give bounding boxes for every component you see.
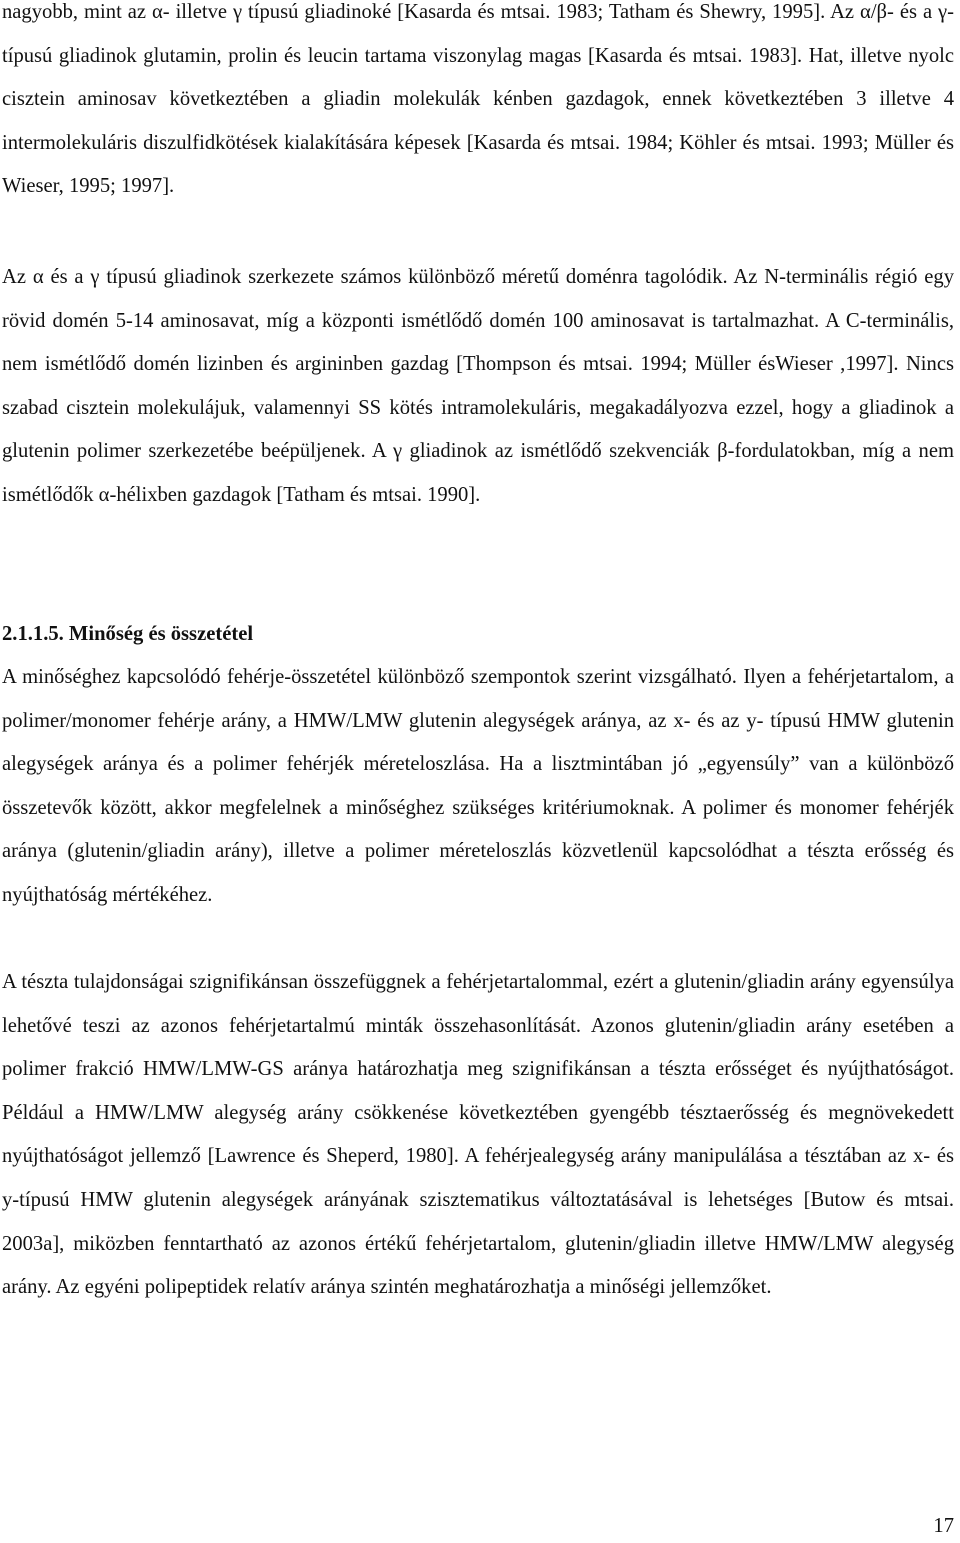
paragraph-gliadin-structure: Az α és a γ típusú gliadinok szerkezete számos különböző méretű doménra tagolódik. Az N-terminális régió egy rövid domén 5-14 aminosavat, míg a központi ismétlődő domén 100 aminosavat is tartalmazhat. A C-terminális, nem ismétlődő domén lizinben és argininben gazdag [Thompson és mtsai. 1994; Müller ésWieser ,1997]. Nincs szabad cisztein molekulájuk, valamennyi SS kötés intramolekuláris, megakadályozva ezzel, hogy a gliadinok a glutenin polimer szerkezetébe beépüljenek. A γ gliadinok az ismétlődő szekvenciák β-fordulatokban, míg a nem ismétlődők α-hélixben gazdagok [Tatham és mtsai. 1990]. xyxy=(2,266,954,506)
page-number: 17 xyxy=(933,1515,954,1537)
paragraph-dough-properties: A tészta tulajdonságai szignifikánsan összefüggnek a fehérjetartalommal, ezért a glutenin/gliadin arány egyensúlya lehetővé teszi az azonos fehérjetartalmú minták összehasonlítását. Azonos glutenin/gliadin arány esetében a polimer frakció HMW/LMW-GS aránya határozhatja meg szignifikánsan a tészta erősséget és nyújthatóságot. Például a HMW/LMW alegység arány csökkenése következtében gyengébb tésztaerősség és megnövekedett nyújthatóságot jellemző [Lawrence és Sheperd, 1980]. A fehérjealegység arány manipulálása a tésztában az x- és y-típusú HMW glutenin alegységek arányának szisztematikus változtatásával is lehetséges [Butow és mtsai. 2003a], miközben fenntartható az azonos értékű fehérjetartalom, glutenin/gliadin illetve HMW/LMW alegység arány. Az egyéni polipeptidek relatív aránya szintén meghatározhatja a minőségi jellemzőket. xyxy=(2,971,954,1299)
section-heading: 2.1.1.5. Minőség és összetétel xyxy=(2,623,254,645)
paragraph-quality-composition: A minőséghez kapcsolódó fehérje-összetétel különböző szempontok szerint vizsgálható. Ilyen a fehérjetartalom, a polimer/monomer fehérje arány, a HMW/LMW glutenin alegységek aránya, az x- és az y- típusú HMW glutenin alegységek aránya és a polimer fehérjék méreteloszlása. Ha a lisztmintában jó „egyensúly” van a különböző összetevők között, akkor megfelelnek a minőséghez szükséges kritériumoknak. A polimer és monomer fehérjék aránya (glutenin/gliadin arány), illetve a polimer méreteloszlás közvetlenül kapcsolódhat a tészta erősség és nyújthatóság mértékéhez. xyxy=(2,666,954,906)
paragraph-gliadin-composition: nagyobb, mint az α- illetve γ típusú gliadinoké [Kasarda és mtsai. 1983; Tatham és Shewry, 1995]. Az α/β- és a γ-típusú gliadinok glutamin, prolin és leucin tartama viszonylag magas [Kasarda és mtsai. 1983]. Hat, illetve nyolc cisztein aminosav következtében a gliadin molekulák kénben gazdagok, ennek következtében 3 illetve 4 intermolekuláris diszulfidkötések kialakítására képesek [Kasarda és mtsai. 1984; Köhler és mtsai. 1993; Müller és Wieser, 1995; 1997]. xyxy=(2,1,954,198)
